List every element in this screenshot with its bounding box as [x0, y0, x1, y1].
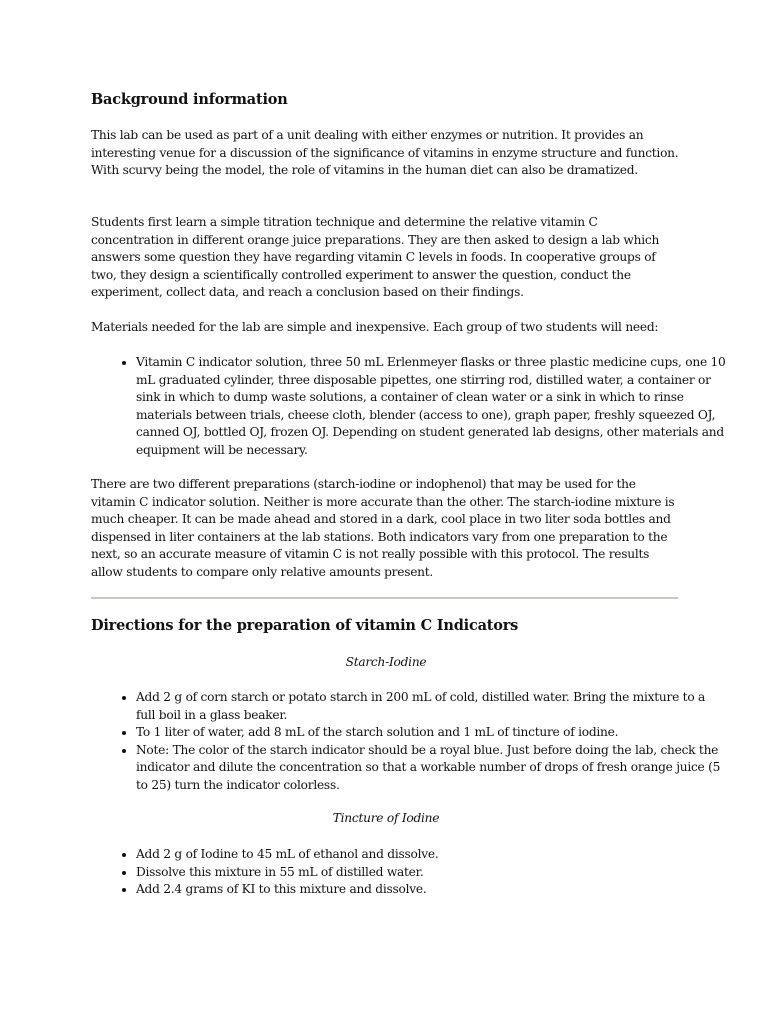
list-item: • Note: The color of the starch indicator should be a royal blue. Just before doing the lab, check the indicator and dilute the concentration so that a workable number of drops of fresh orange juice (5 to 25) turn the indicator colorless. — [136, 742, 726, 795]
list-item: • To 1 liter of water, add 8 mL of the starch solution and 1 mL of tincture of iodine. — [136, 724, 726, 742]
list-item: • Vitamin C indicator solution, three 50 mL Erlenmeyer flasks or three plastic medicine cups, one 10 mL graduated cylinder, three disposable pipettes, one stirring rod, distilled water, a container or sink in which to dump waste solutions, a container of clean water or a sink in which to rinse materials between trials, cheese cloth, blender (access to one), graph paper, freshly squeezed OJ, canned OJ, bottled OJ, frozen OJ. Depending on student generated lab designs, other materials and equipment will be necessary. — [136, 354, 726, 460]
horizontal-divider — [91, 597, 678, 599]
paragraph-students: Students first learn a simple titration technique and determine the relative vitamin C concentration in different orange juice preparations. They are then asked to design a lab which answers some question they have regarding vitamin C levels in foods. In cooperative groups of two, they design a scientifically controlled experiment to answer the question, conduct the experiment, collect data, and reach a conclusion based on their findings. — [91, 215, 660, 300]
heading-directions: Directions for the preparation of vitamin C Indicators — [91, 617, 519, 634]
paragraph-indicator-preparations: There are two different preparations (starch-iodine or indophenol) that may be used for the vitamin C indicator solution. Neither is more accurate than the other. The starch-iodine mixture is much cheaper. It can be made ahead and stored in a dark, cool place in two liter soda bottles and dispensed in liter containers at the lab stations. Both indicators vary from one preparation to the next, so an accurate measure of vitamin C is not really possible with this protocol. The results allow students to compare only relative amounts present. — [91, 477, 675, 579]
list-item: • Dissolve this mixture in 55 mL of distilled water. — [136, 864, 726, 882]
list-item: • Add 2.4 grams of KI to this mixture and dissolve. — [136, 881, 726, 899]
heading-background-information: Background information — [91, 91, 288, 108]
paragraph-intro: This lab can be used as part of a unit dealing with either enzymes or nutrition. It provides an interesting venue for a discussion of the significance of vitamins in enzyme structure and function. With scurvy being the model, the role of vitamins in the human diet can also be dramatized. — [91, 128, 679, 178]
paragraph-materials-intro: Materials needed for the lab are simple and inexpensive. Each group of two students will need: — [91, 320, 659, 334]
subheading-tincture-of-iodine: Tincture of Iodine — [332, 811, 440, 825]
tincture-of-iodine-list — [91, 846, 726, 899]
starch-iodine-list — [91, 689, 726, 795]
list-item: • Add 2 g of Iodine to 45 mL of ethanol and dissolve. — [136, 846, 726, 864]
list-item: • Add 2 g of corn starch or potato starch in 200 mL of cold, distilled water. Bring the mixture to a full boil in a glass beaker. — [136, 689, 726, 724]
subheading-starch-iodine: Starch-Iodine — [345, 655, 427, 669]
materials-list — [91, 354, 726, 460]
